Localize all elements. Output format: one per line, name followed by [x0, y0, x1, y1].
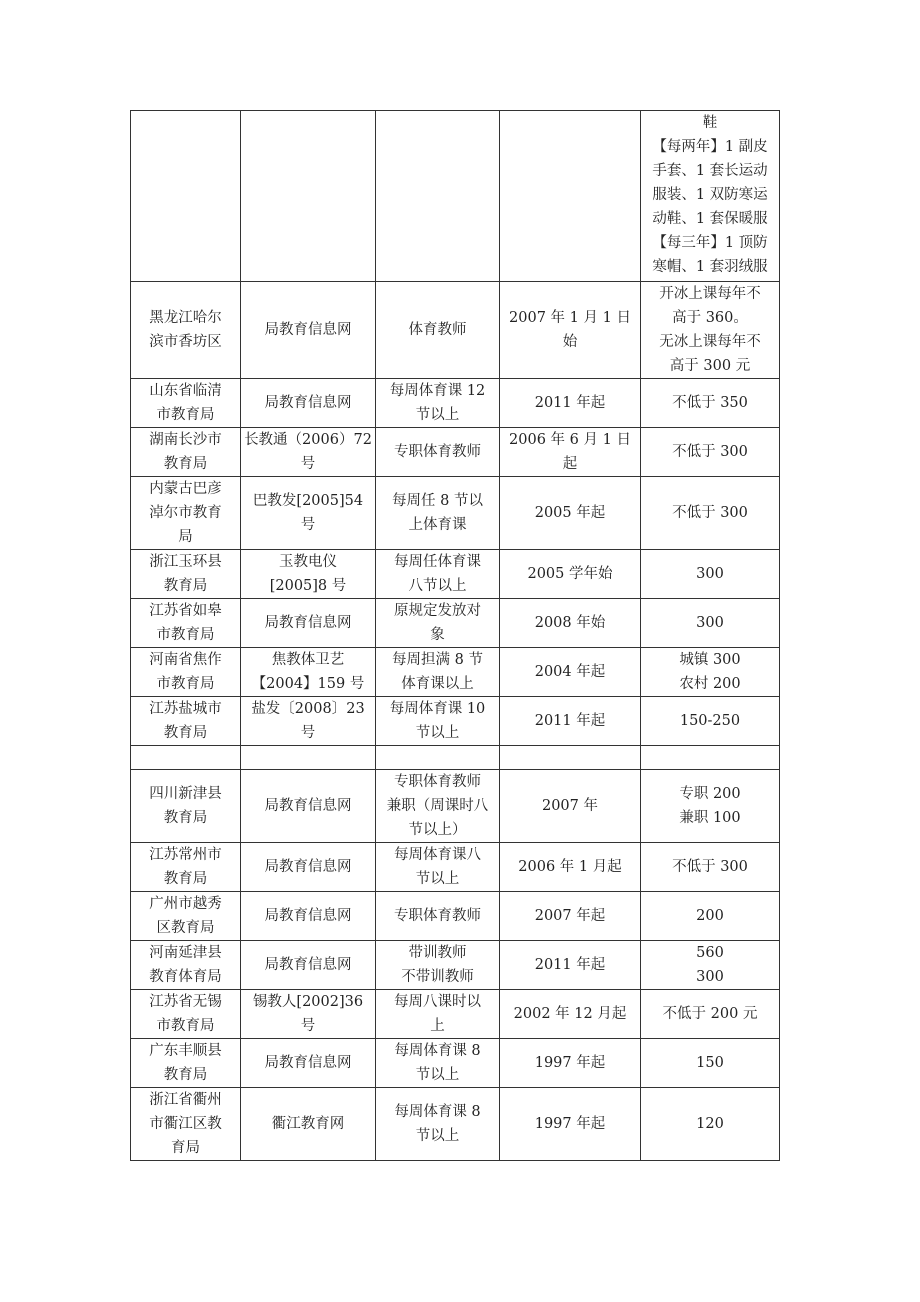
document-cell: [241, 428, 376, 477]
criteria-cell: [376, 1039, 500, 1088]
cell-text-line: 教育局: [163, 871, 208, 887]
cell-text-line: 长教通（2006）72: [244, 432, 372, 448]
start-date-cell: [500, 892, 641, 941]
cell-text-line: 2002 年 12 月起: [513, 1006, 627, 1022]
table-row: [131, 990, 780, 1039]
amount-cell: [641, 648, 780, 697]
table-body: [131, 111, 780, 1161]
amount-cell: [641, 1088, 780, 1161]
cell-text-line: 城镇 300: [679, 652, 741, 668]
amount-cell: [641, 990, 780, 1039]
cell-text-line: 局教育信息网: [264, 908, 352, 924]
cell-text-line: 不低于 200 元: [662, 1006, 758, 1022]
cell-text-line: 2011 年起: [534, 713, 606, 729]
document-cell: [241, 379, 376, 428]
region-cell: [131, 1039, 241, 1088]
document-cell: [241, 599, 376, 648]
cell-text-line: 起: [562, 456, 578, 472]
region-cell: [131, 892, 241, 941]
document-cell: [241, 770, 376, 843]
region-cell: [131, 282, 241, 379]
amount-cell: [641, 843, 780, 892]
cell-text-line: 体育课以上: [401, 676, 474, 692]
table-row: [131, 1088, 780, 1161]
cell-text-line: 始: [562, 334, 578, 350]
cell-text-line: 300: [696, 969, 724, 985]
criteria-cell: [376, 477, 500, 550]
criteria-cell: [376, 550, 500, 599]
cell-text-line: 2004 年起: [534, 664, 606, 680]
amount-cell: [641, 477, 780, 550]
cell-text-line: 手套、1 套长运动: [652, 163, 768, 179]
cell-text-line: 局教育信息网: [264, 1055, 352, 1071]
region-cell: [131, 941, 241, 990]
cell-text-line: 局教育信息网: [264, 395, 352, 411]
criteria-cell: [376, 697, 500, 746]
cell-text-line: 局教育信息网: [264, 798, 352, 814]
amount-cell: [641, 770, 780, 843]
amount-cell: [641, 697, 780, 746]
cell-text-line: 2011 年起: [534, 957, 606, 973]
amount-cell: [641, 746, 780, 770]
cell-text-line: 号: [300, 725, 316, 741]
cell-text-line: 内蒙古巴彦: [149, 481, 222, 497]
cell-text-line: 节以上）: [408, 822, 467, 838]
cell-text-line: 2005 学年始: [527, 566, 613, 582]
table-row: [131, 599, 780, 648]
table-row: [131, 428, 780, 477]
cell-text-line: 每周体育课 12: [389, 383, 486, 399]
start-date-cell: [500, 746, 641, 770]
cell-text-line: 每周体育课 10: [389, 701, 486, 717]
cell-text-line: 150-250: [679, 713, 741, 729]
region-cell: [131, 550, 241, 599]
cell-text-line: 玉教电仪: [279, 554, 337, 570]
cell-text-line: 局: [178, 529, 193, 545]
start-date-cell: [500, 599, 641, 648]
cell-text-line: 不低于 300: [672, 444, 748, 460]
cell-text-line: 市教育局: [156, 407, 215, 423]
cell-text-line: 每周体育课 8: [394, 1104, 481, 1120]
cell-text-line: 江苏省如皋: [149, 603, 222, 619]
cell-text-line: 上: [430, 1018, 445, 1034]
start-date-cell: [500, 843, 641, 892]
criteria-cell: [376, 1088, 500, 1161]
start-date-cell: [500, 770, 641, 843]
subsidy-table: [130, 110, 780, 1161]
cell-text-line: 江苏省无锡: [149, 994, 222, 1010]
cell-text-line: [2005]8 号: [269, 578, 347, 594]
cell-text-line: 节以上: [415, 871, 460, 887]
cell-text-line: 不低于 300: [672, 859, 748, 875]
table-row: [131, 697, 780, 746]
cell-text-line: 动鞋、1 套保暖服: [652, 211, 768, 227]
cell-text-line: 区教育局: [156, 920, 215, 936]
cell-text-line: 号: [300, 517, 316, 533]
start-date-cell: [500, 697, 641, 746]
cell-text-line: 河南省焦作: [149, 652, 222, 668]
cell-text-line: 浙江玉环县: [149, 554, 222, 570]
cell-text-line: 2007 年起: [534, 908, 606, 924]
cell-text-line: 原规定发放对: [394, 603, 481, 619]
start-date-cell: [500, 648, 641, 697]
region-cell: [131, 111, 241, 282]
cell-text-line: 每周体育课 8: [394, 1043, 481, 1059]
cell-text-line: 560: [696, 945, 724, 961]
document-cell: [241, 648, 376, 697]
cell-text-line: 节以上: [415, 407, 460, 423]
cell-text-line: 四川新津县: [149, 786, 222, 802]
cell-text-line: 2006 年 6 月 1 日: [509, 432, 631, 448]
cell-text-line: 2007 年: [541, 798, 598, 814]
cell-text-line: 每周体育课八: [394, 847, 481, 863]
cell-text-line: 1997 年起: [534, 1116, 606, 1132]
cell-text-line: 滨市香坊区: [149, 334, 222, 350]
cell-text-line: 八节以上: [408, 578, 467, 594]
cell-text-line: 1997 年起: [534, 1055, 606, 1071]
cell-text-line: 巴教发[2005]54: [252, 493, 364, 509]
cell-text-line: 2006 年 1 月起: [518, 859, 622, 875]
amount-cell: [641, 282, 780, 379]
criteria-cell: [376, 599, 500, 648]
region-cell: [131, 746, 241, 770]
document-cell: [241, 843, 376, 892]
cell-text-line: 【2004】159 号: [251, 676, 365, 692]
cell-text-line: 号: [300, 456, 316, 472]
cell-text-line: 广东丰顺县: [149, 1043, 222, 1059]
cell-text-line: 2011 年起: [534, 395, 606, 411]
cell-text-line: 每周任 8 节以: [392, 493, 483, 509]
cell-text-line: 不带训教师: [401, 969, 474, 985]
cell-text-line: 教育局: [163, 810, 208, 826]
cell-text-line: 120: [696, 1116, 724, 1132]
cell-text-line: 2008 年始: [534, 615, 606, 631]
cell-text-line: 鞋: [702, 115, 718, 131]
table-row: [131, 892, 780, 941]
cell-text-line: 淖尔市教育: [149, 505, 222, 521]
cell-text-line: 衢江教育网: [271, 1116, 345, 1132]
cell-text-line: 市教育局: [156, 676, 215, 692]
cell-text-line: 局教育信息网: [264, 957, 352, 973]
document-cell: [241, 746, 376, 770]
cell-text-line: 节以上: [415, 725, 460, 741]
table-row: [131, 111, 780, 282]
criteria-cell: [376, 648, 500, 697]
cell-text-line: 教育局: [163, 578, 208, 594]
region-cell: [131, 648, 241, 697]
region-cell: [131, 599, 241, 648]
table-row: [131, 648, 780, 697]
document-cell: [241, 941, 376, 990]
cell-text-line: 无冰上课每年不: [659, 334, 761, 350]
cell-text-line: 江苏常州市: [149, 847, 222, 863]
criteria-cell: [376, 892, 500, 941]
amount-cell: [641, 892, 780, 941]
start-date-cell: [500, 990, 641, 1039]
table-row: [131, 550, 780, 599]
criteria-cell: [376, 428, 500, 477]
document-cell: [241, 892, 376, 941]
table-row: [131, 477, 780, 550]
cell-text-line: 广州市越秀: [149, 896, 222, 912]
cell-text-line: 专职体育教师: [394, 444, 481, 460]
cell-text-line: 高于 300 元: [669, 358, 751, 374]
cell-text-line: 寒帽、1 套羽绒服: [652, 259, 768, 275]
cell-text-line: 兼职（周课时八: [386, 798, 489, 814]
cell-text-line: 号: [300, 1018, 316, 1034]
cell-text-line: 每周八课时以: [394, 994, 481, 1010]
amount-cell: [641, 941, 780, 990]
cell-text-line: 300: [696, 566, 724, 582]
document-cell: [241, 111, 376, 282]
amount-cell: [641, 599, 780, 648]
cell-text-line: 山东省临清: [149, 383, 222, 399]
cell-text-line: 兼职 100: [679, 810, 741, 826]
table-row: [131, 1039, 780, 1088]
amount-cell: [641, 550, 780, 599]
start-date-cell: [500, 111, 641, 282]
cell-text-line: 节以上: [415, 1067, 460, 1083]
start-date-cell: [500, 282, 641, 379]
cell-text-line: 高于 360。: [672, 310, 748, 326]
cell-text-line: 教育局: [163, 725, 208, 741]
amount-cell: [641, 111, 780, 282]
document-cell: [241, 282, 376, 379]
cell-text-line: 服装、1 双防寒运: [652, 187, 768, 203]
start-date-cell: [500, 428, 641, 477]
cell-text-line: 育局: [171, 1140, 200, 1156]
cell-text-line: 河南延津县: [149, 945, 222, 961]
cell-text-line: 市教育局: [156, 1018, 215, 1034]
document-cell: [241, 550, 376, 599]
cell-text-line: 市教育局: [156, 627, 215, 643]
cell-text-line: 专职体育教师: [394, 774, 481, 790]
cell-text-line: 不低于 300: [672, 505, 748, 521]
cell-text-line: 教育体育局: [149, 969, 222, 985]
start-date-cell: [500, 941, 641, 990]
region-cell: [131, 428, 241, 477]
criteria-cell: [376, 770, 500, 843]
document-cell: [241, 1088, 376, 1161]
criteria-cell: [376, 111, 500, 282]
table-row: [131, 746, 780, 770]
criteria-cell: [376, 746, 500, 770]
cell-text-line: 专职 200: [679, 786, 741, 802]
region-cell: [131, 770, 241, 843]
cell-text-line: 盐发〔2008〕23: [251, 701, 365, 717]
cell-text-line: 农村 200: [679, 676, 741, 692]
region-cell: [131, 379, 241, 428]
region-cell: [131, 843, 241, 892]
table-row: [131, 843, 780, 892]
start-date-cell: [500, 1039, 641, 1088]
cell-text-line: 开冰上课每年不: [659, 286, 761, 302]
cell-text-line: 焦教体卫艺: [271, 652, 345, 668]
start-date-cell: [500, 477, 641, 550]
region-cell: [131, 990, 241, 1039]
cell-text-line: 局教育信息网: [264, 859, 352, 875]
cell-text-line: 带训教师: [408, 945, 467, 961]
criteria-cell: [376, 941, 500, 990]
cell-text-line: 上体育课: [408, 517, 467, 533]
cell-text-line: 每周任体育课: [394, 554, 481, 570]
cell-text-line: 200: [696, 908, 724, 924]
table-row: [131, 282, 780, 379]
cell-text-line: 【每三年】1 顶防: [652, 235, 768, 251]
cell-text-line: 2007 年 1 月 1 日: [509, 310, 631, 326]
cell-text-line: 2005 年起: [534, 505, 606, 521]
cell-text-line: 黑龙江哈尔: [149, 310, 222, 326]
cell-text-line: 局教育信息网: [264, 615, 352, 631]
amount-cell: [641, 428, 780, 477]
document-cell: [241, 1039, 376, 1088]
criteria-cell: [376, 282, 500, 379]
region-cell: [131, 477, 241, 550]
cell-text-line: 市衢江区教: [149, 1116, 222, 1132]
criteria-cell: [376, 990, 500, 1039]
cell-text-line: 体育教师: [408, 322, 467, 338]
region-cell: [131, 697, 241, 746]
cell-text-line: 浙江省衢州: [149, 1092, 222, 1108]
cell-text-line: 不低于 350: [672, 395, 748, 411]
cell-text-line: 局教育信息网: [264, 322, 352, 338]
cell-text-line: 教育局: [163, 1067, 208, 1083]
table-row: [131, 770, 780, 843]
cell-text-line: 150: [696, 1055, 724, 1071]
cell-text-line: 锡教人[2002]36: [252, 994, 364, 1010]
document-cell: [241, 697, 376, 746]
cell-text-line: 节以上: [415, 1128, 460, 1144]
start-date-cell: [500, 379, 641, 428]
amount-cell: [641, 379, 780, 428]
cell-text-line: 江苏盐城市: [149, 701, 222, 717]
table-row: [131, 379, 780, 428]
start-date-cell: [500, 1088, 641, 1161]
document-cell: [241, 990, 376, 1039]
cell-text-line: 每周担满 8 节: [392, 652, 483, 668]
start-date-cell: [500, 550, 641, 599]
table-row: [131, 941, 780, 990]
cell-text-line: 【每两年】1 副皮: [652, 139, 768, 155]
cell-text-line: 教育局: [163, 456, 208, 472]
cell-text-line: 湖南长沙市: [149, 432, 222, 448]
cell-text-line: 专职体育教师: [394, 908, 481, 924]
cell-text-line: 象: [430, 627, 445, 643]
amount-cell: [641, 1039, 780, 1088]
document-cell: [241, 477, 376, 550]
criteria-cell: [376, 379, 500, 428]
cell-text-line: 300: [696, 615, 724, 631]
criteria-cell: [376, 843, 500, 892]
region-cell: [131, 1088, 241, 1161]
